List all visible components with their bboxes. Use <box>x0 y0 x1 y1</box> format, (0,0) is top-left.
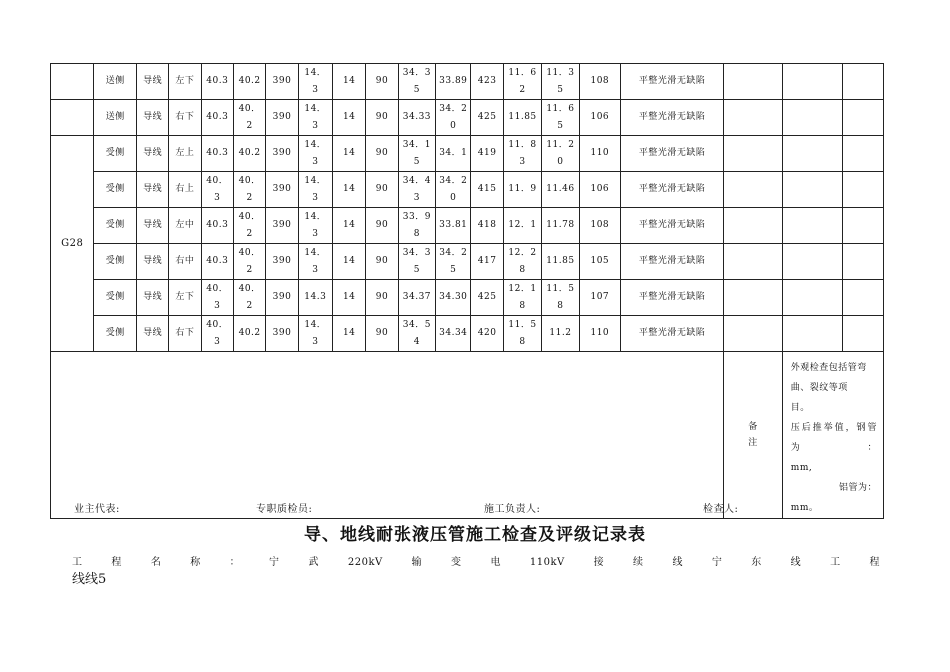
blank-cell <box>724 208 783 244</box>
steel-diameter-cell: 14． 3 <box>298 316 332 352</box>
blank-cell <box>843 244 884 280</box>
blank-cell <box>843 172 884 208</box>
pressed-diameter-2-cell: 34．2 0 <box>436 172 471 208</box>
steel-pressed-2-cell: 11．6 5 <box>542 100 579 136</box>
pressed-diameter-2-cell: 33.89 <box>436 64 471 100</box>
blank-cell <box>782 316 843 352</box>
outer-diameter-2-cell: 40.2 <box>233 64 265 100</box>
side-cell: 受侧 <box>94 136 136 172</box>
remark-text <box>782 352 883 519</box>
outer-diameter-2-cell: 40． 2 <box>233 244 265 280</box>
blank-cell <box>843 280 884 316</box>
line-type-cell: 导线 <box>136 244 168 280</box>
pressed-diameter-2-cell: 34．2 0 <box>436 100 471 136</box>
angle-cell: 90 <box>366 172 398 208</box>
steel-pressed-2-cell: 11.85 <box>542 244 579 280</box>
blank-cell <box>724 172 783 208</box>
blank-cell <box>724 100 783 136</box>
steel-diameter-cell: 14． 3 <box>298 64 332 100</box>
outer-diameter-1-cell: 40.3 <box>201 100 233 136</box>
remark-line: mm。 <box>790 503 819 513</box>
remark-label: 备 注 <box>724 352 783 519</box>
line-label: 线线5 <box>72 572 107 587</box>
pressed-diameter-1-cell: 34．1 5 <box>398 136 435 172</box>
pressed-diameter-1-cell: 34.33 <box>398 100 435 136</box>
steel-pressed-length-cell: 110 <box>579 136 620 172</box>
steel-pressed-2-cell: 11．5 8 <box>542 280 579 316</box>
steel-pressed-2-cell: 11.78 <box>542 208 579 244</box>
pressed-diameter-2-cell: 34．2 5 <box>436 244 471 280</box>
angle-cell: 90 <box>366 208 398 244</box>
construction-lead-label: 施工负责人: <box>484 504 541 515</box>
blank-cell <box>724 136 783 172</box>
steel-pressed-1-cell: 12．1 <box>503 208 541 244</box>
remark-row <box>51 352 884 519</box>
pressed-length-cell: 415 <box>471 172 503 208</box>
outer-diameter-2-cell: 40． 2 <box>233 280 265 316</box>
owner-rep-label: 业主代表: <box>74 504 120 515</box>
pressed-length-cell: 425 <box>471 280 503 316</box>
blank-cell <box>782 64 843 100</box>
quality-inspector-label: 专职质检员: <box>256 504 313 515</box>
outer-diameter-1-cell: 40.3 <box>201 208 233 244</box>
steel-pressed-1-cell: 11．9 <box>503 172 541 208</box>
pressed-length-cell: 423 <box>471 64 503 100</box>
outer-diameter-1-cell: 40.3 <box>201 64 233 100</box>
project-name-line: 工程名称：宁武220kV输变电110kV接续线宁东线工程 <box>72 557 880 568</box>
steel-pressed-2-cell: 11.2 <box>542 316 579 352</box>
steel-pressed-1-cell: 11．6 2 <box>503 64 541 100</box>
length-cell: 390 <box>266 136 298 172</box>
side-cell: 受侧 <box>94 172 136 208</box>
steel-length-cell: 14 <box>333 172 366 208</box>
line-type-cell: 导线 <box>136 100 168 136</box>
pressed-diameter-1-cell: 33．9 8 <box>398 208 435 244</box>
group-cell-empty <box>51 64 94 100</box>
blank-cell <box>782 136 843 172</box>
angle-cell: 90 <box>366 100 398 136</box>
inspection-table <box>50 63 884 519</box>
blank-cell <box>782 208 843 244</box>
angle-cell: 90 <box>366 244 398 280</box>
table-row <box>51 244 884 280</box>
pressed-diameter-2-cell: 34.34 <box>436 316 471 352</box>
pressed-diameter-1-cell: 34．3 5 <box>398 64 435 100</box>
side-cell: 受侧 <box>94 280 136 316</box>
steel-pressed-length-cell: 105 <box>579 244 620 280</box>
remark-line: 目。 <box>790 403 810 413</box>
outer-diameter-2-cell: 40.2 <box>233 136 265 172</box>
position-cell: 右上 <box>169 172 201 208</box>
length-cell: 390 <box>266 64 298 100</box>
blank-cell <box>724 280 783 316</box>
steel-pressed-1-cell: 12．1 8 <box>503 280 541 316</box>
table-row <box>51 64 884 100</box>
position-cell: 左下 <box>169 280 201 316</box>
blank-cell <box>782 100 843 136</box>
steel-pressed-2-cell: 11.46 <box>542 172 579 208</box>
blank-cell <box>843 316 884 352</box>
steel-diameter-cell: 14． 3 <box>298 244 332 280</box>
outer-diameter-1-cell: 40.3 <box>201 244 233 280</box>
tower-group-cell: G28 <box>51 136 94 352</box>
pressed-length-cell: 418 <box>471 208 503 244</box>
length-cell: 390 <box>266 100 298 136</box>
side-cell: 受侧 <box>94 244 136 280</box>
pressed-length-cell: 419 <box>471 136 503 172</box>
line-type-cell: 导线 <box>136 316 168 352</box>
steel-length-cell: 14 <box>333 136 366 172</box>
steel-diameter-cell: 14． 3 <box>298 172 332 208</box>
steel-pressed-length-cell: 110 <box>579 316 620 352</box>
pressed-diameter-2-cell: 33.81 <box>436 208 471 244</box>
table-row <box>51 280 884 316</box>
blank-cell <box>843 64 884 100</box>
outer-diameter-2-cell: 40． 2 <box>233 208 265 244</box>
group-cell-empty <box>51 100 94 136</box>
remark-line: 压后推举值，钢管为： <box>790 423 877 453</box>
blank-cell <box>782 244 843 280</box>
angle-cell: 90 <box>366 136 398 172</box>
quality-cell: 平整光滑无缺陷 <box>621 100 724 136</box>
remark-blank-area <box>51 352 724 519</box>
quality-cell: 平整光滑无缺陷 <box>621 280 724 316</box>
outer-diameter-1-cell: 40． 3 <box>201 280 233 316</box>
length-cell: 390 <box>266 208 298 244</box>
steel-length-cell: 14 <box>333 244 366 280</box>
pressed-diameter-2-cell: 34．1 <box>436 136 471 172</box>
blank-cell <box>782 172 843 208</box>
quality-cell: 平整光滑无缺陷 <box>621 316 724 352</box>
steel-pressed-length-cell: 107 <box>579 280 620 316</box>
pressed-diameter-2-cell: 34.30 <box>436 280 471 316</box>
steel-length-cell: 14 <box>333 100 366 136</box>
side-cell: 送侧 <box>94 100 136 136</box>
table-body <box>51 64 884 519</box>
outer-diameter-1-cell: 40． 3 <box>201 172 233 208</box>
angle-cell: 90 <box>366 316 398 352</box>
blank-cell <box>782 280 843 316</box>
side-cell: 送侧 <box>94 64 136 100</box>
document-title: 导、地线耐张液压管施工检查及评级记录表 <box>304 525 646 545</box>
position-cell: 右中 <box>169 244 201 280</box>
steel-diameter-cell: 14． 3 <box>298 136 332 172</box>
steel-length-cell: 14 <box>333 280 366 316</box>
steel-length-cell: 14 <box>333 208 366 244</box>
pressed-length-cell: 420 <box>471 316 503 352</box>
pressed-diameter-1-cell: 34．5 4 <box>398 316 435 352</box>
steel-pressed-1-cell: 12．2 8 <box>503 244 541 280</box>
quality-cell: 平整光滑无缺陷 <box>621 244 724 280</box>
steel-pressed-1-cell: 11．5 8 <box>503 316 541 352</box>
pressed-length-cell: 425 <box>471 100 503 136</box>
outer-diameter-2-cell: 40． 2 <box>233 100 265 136</box>
line-type-cell: 导线 <box>136 172 168 208</box>
line-type-cell: 导线 <box>136 280 168 316</box>
remark-line: 铝管为： <box>838 483 877 493</box>
table-row <box>51 136 884 172</box>
steel-pressed-length-cell: 108 <box>579 64 620 100</box>
table-row <box>51 100 884 136</box>
position-cell: 左上 <box>169 136 201 172</box>
outer-diameter-1-cell: 40． 3 <box>201 316 233 352</box>
steel-diameter-cell: 14． 3 <box>298 100 332 136</box>
pressed-diameter-1-cell: 34.37 <box>398 280 435 316</box>
length-cell: 390 <box>266 316 298 352</box>
position-cell: 左中 <box>169 208 201 244</box>
length-cell: 390 <box>266 244 298 280</box>
pressed-diameter-1-cell: 34．3 5 <box>398 244 435 280</box>
pressed-length-cell: 417 <box>471 244 503 280</box>
steel-diameter-cell: 14． 3 <box>298 208 332 244</box>
outer-diameter-2-cell: 40.2 <box>233 316 265 352</box>
side-cell: 受侧 <box>94 208 136 244</box>
table-row <box>51 316 884 352</box>
blank-cell <box>843 100 884 136</box>
length-cell: 390 <box>266 280 298 316</box>
blank-cell <box>843 136 884 172</box>
quality-cell: 平整光滑无缺陷 <box>621 64 724 100</box>
steel-pressed-1-cell: 11．8 3 <box>503 136 541 172</box>
inspector-label: 检查人: <box>703 504 739 515</box>
outer-diameter-2-cell: 40． 2 <box>233 172 265 208</box>
steel-length-cell: 14 <box>333 316 366 352</box>
steel-diameter-cell: 14.3 <box>298 280 332 316</box>
steel-pressed-1-cell: 11.85 <box>503 100 541 136</box>
blank-cell <box>724 244 783 280</box>
steel-pressed-length-cell: 108 <box>579 208 620 244</box>
remark-line: mm, <box>790 463 813 473</box>
line-type-cell: 导线 <box>136 136 168 172</box>
table-row <box>51 172 884 208</box>
position-cell: 右下 <box>169 316 201 352</box>
steel-pressed-length-cell: 106 <box>579 172 620 208</box>
blank-cell <box>724 316 783 352</box>
angle-cell: 90 <box>366 280 398 316</box>
pressed-diameter-1-cell: 34．4 3 <box>398 172 435 208</box>
quality-cell: 平整光滑无缺陷 <box>621 208 724 244</box>
position-cell: 左下 <box>169 64 201 100</box>
position-cell: 右下 <box>169 100 201 136</box>
blank-cell <box>724 64 783 100</box>
blank-cell <box>843 208 884 244</box>
steel-pressed-2-cell: 11．2 0 <box>542 136 579 172</box>
length-cell: 390 <box>266 172 298 208</box>
steel-pressed-length-cell: 106 <box>579 100 620 136</box>
line-type-cell: 导线 <box>136 208 168 244</box>
steel-pressed-2-cell: 11．3 5 <box>542 64 579 100</box>
angle-cell: 90 <box>366 64 398 100</box>
quality-cell: 平整光滑无缺陷 <box>621 172 724 208</box>
remark-line: 外观检查包括管弯曲、裂纹等项 <box>790 363 867 393</box>
quality-cell: 平整光滑无缺陷 <box>621 136 724 172</box>
line-type-cell: 导线 <box>136 64 168 100</box>
table-row <box>51 208 884 244</box>
side-cell: 受侧 <box>94 316 136 352</box>
steel-length-cell: 14 <box>333 64 366 100</box>
outer-diameter-1-cell: 40.3 <box>201 136 233 172</box>
